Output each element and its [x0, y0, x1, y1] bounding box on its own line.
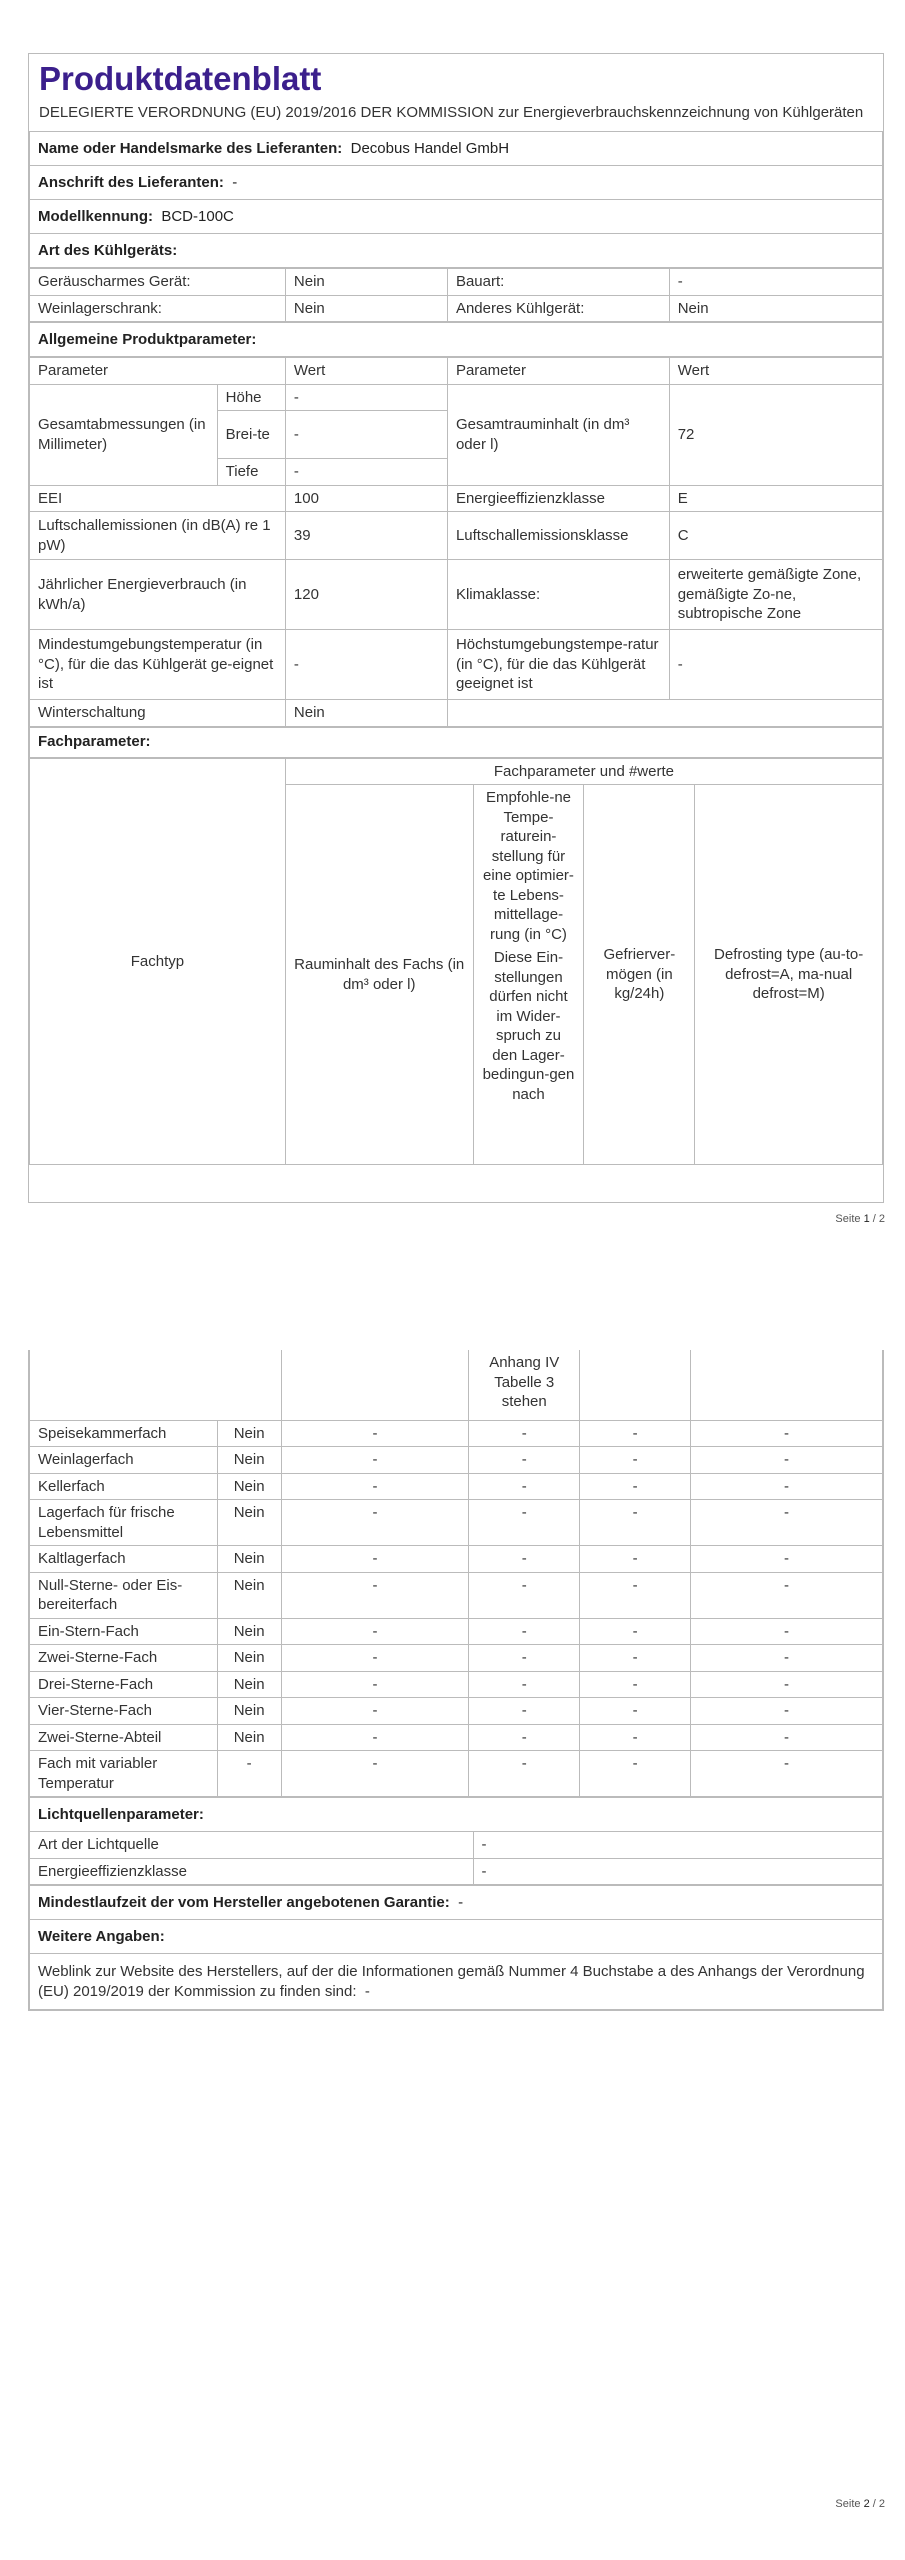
- compartment-row: [30, 1671, 883, 1698]
- page-prefix: Seite: [835, 2498, 861, 2510]
- light-row: [30, 1832, 883, 1859]
- page-prefix: Seite: [835, 1213, 861, 1225]
- parameter-value: 120: [285, 560, 447, 630]
- compartment-defrost: -: [691, 1724, 883, 1751]
- height-label: Höhe: [217, 384, 285, 411]
- compartment-name: Kaltlagerfach: [30, 1546, 218, 1573]
- compartment-row: [30, 1447, 883, 1474]
- product-sheet-continued: [28, 1350, 884, 2011]
- compartment-defrost: -: [691, 1572, 883, 1618]
- parameter-value: -: [285, 630, 447, 700]
- parameter-label: Energieeffizienzklasse: [447, 485, 669, 512]
- defrost-header: Defrosting type (au-to-defrost=A, ma-nual defrost=M): [695, 785, 883, 1165]
- compartment-header-table: [29, 758, 883, 1166]
- parameter-value: E: [669, 485, 882, 512]
- model-row: [30, 200, 883, 234]
- address-label: Anschrift des Lieferanten:: [38, 173, 224, 191]
- compartment-section-table: [29, 727, 883, 758]
- empty-cell: [691, 1350, 883, 1420]
- parameter-value: 39: [285, 512, 447, 560]
- compartment-name: Speisekammerfach: [30, 1420, 218, 1447]
- type-table: [29, 268, 883, 322]
- compartment-present: Nein: [217, 1671, 281, 1698]
- temperature-header-part3: Anhang IV Tabelle 3 stehen: [469, 1350, 580, 1420]
- product-sheet: [28, 53, 884, 1203]
- compartment-row: [30, 1618, 883, 1645]
- empty-cell: [281, 1350, 469, 1420]
- parameter-label: Luftschallemissionen (in dB(A) re 1 pW): [30, 512, 286, 560]
- empty-cell: [30, 1350, 282, 1420]
- compartment-present: Nein: [217, 1420, 281, 1447]
- model-value: BCD-100C: [161, 207, 234, 225]
- further-section-heading: Weitere Angaben:: [30, 1920, 883, 1954]
- compartment-defrost: -: [691, 1420, 883, 1447]
- compartment-freezing: -: [580, 1447, 691, 1474]
- compartment-name: Zwei-Sterne-Fach: [30, 1645, 218, 1672]
- light-label: Art der Lichtquelle: [30, 1832, 474, 1859]
- compartment-defrost: -: [691, 1618, 883, 1645]
- volume-label: Gesamtrauminhalt (in dm³ oder l): [447, 384, 669, 485]
- empty-cell: [580, 1350, 691, 1420]
- light-value: -: [473, 1858, 882, 1885]
- model-label: Modellkennung:: [38, 207, 153, 225]
- compartment-row: [30, 1572, 883, 1618]
- compartment-volume: -: [281, 1546, 469, 1573]
- compartment-present: Nein: [217, 1546, 281, 1573]
- type-value: -: [669, 269, 882, 296]
- type-value: Nein: [285, 295, 447, 322]
- page-current: 2: [863, 2498, 870, 2510]
- warranty-label: Mindestlaufzeit der vom Hersteller angebotenen Garantie:: [38, 1893, 450, 1911]
- compartment-temperature: -: [469, 1500, 580, 1546]
- light-label: Energieeffizienzklasse: [30, 1858, 474, 1885]
- compartment-volume: -: [281, 1751, 469, 1797]
- compartment-freezing: -: [580, 1420, 691, 1447]
- dimensions-label: Gesamtabmessungen (in Millimeter): [30, 384, 218, 485]
- compartment-name: Null-Sterne- oder Eis-bereiterfach: [30, 1572, 218, 1618]
- compartment-name: Weinlagerfach: [30, 1447, 218, 1474]
- general-section-heading: Allgemeine Produktparameter:: [30, 323, 883, 357]
- compartment-row: [30, 1698, 883, 1725]
- compartment-row: [30, 1645, 883, 1672]
- compartment-temperature: -: [469, 1645, 580, 1672]
- compartment-name: Kellerfach: [30, 1473, 218, 1500]
- volume-header: Rauminhalt des Fachs (in dm³ oder l): [285, 785, 473, 1165]
- page-current: 1: [863, 1213, 870, 1225]
- type-value: Nein: [669, 295, 882, 322]
- compartment-defrost: -: [691, 1500, 883, 1546]
- parameter-group-header: Fachparameter und #werte: [285, 758, 882, 785]
- freezing-header: Gefrierver-mögen (in kg/24h): [584, 785, 695, 1165]
- type-section-heading: Art des Kühlgeräts:: [30, 234, 883, 268]
- compartment-row: [30, 1724, 883, 1751]
- compartment-volume: -: [281, 1698, 469, 1725]
- type-label: Geräuscharmes Gerät:: [30, 269, 286, 296]
- compartment-section-heading: Fachparameter:: [30, 727, 883, 757]
- compartment-present: Nein: [217, 1645, 281, 1672]
- compartment-name: Ein-Stern-Fach: [30, 1618, 218, 1645]
- header-continuation-row: [30, 1350, 883, 1420]
- compartment-defrost: -: [691, 1671, 883, 1698]
- parameter-label: Luftschallemissionsklasse: [447, 512, 669, 560]
- compartment-row: [30, 1751, 883, 1797]
- weblink-value: -: [364, 1982, 370, 2000]
- compartment-present: Nein: [217, 1572, 281, 1618]
- compartment-freezing: -: [580, 1572, 691, 1618]
- page-number: [835, 1213, 885, 1225]
- parameter-value: -: [669, 630, 882, 700]
- compartment-present: Nein: [217, 1724, 281, 1751]
- temperature-header: [473, 785, 584, 1165]
- compartment-defrost: -: [691, 1447, 883, 1474]
- compartment-volume: -: [281, 1572, 469, 1618]
- winter-row: [30, 700, 883, 727]
- compartment-volume: -: [281, 1420, 469, 1447]
- compartment-volume: -: [281, 1447, 469, 1474]
- column-header: Parameter: [30, 358, 286, 385]
- compartment-freezing: -: [580, 1473, 691, 1500]
- compartment-freezing: -: [580, 1618, 691, 1645]
- compartment-volume: -: [281, 1473, 469, 1500]
- compartment-freezing: -: [580, 1645, 691, 1672]
- supplier-table: [29, 131, 883, 268]
- supplier-value: Decobus Handel GmbH: [350, 139, 510, 157]
- compartment-table: [29, 1350, 883, 1797]
- type-label: Anderes Kühlgerät:: [447, 295, 669, 322]
- compartment-row: [30, 1420, 883, 1447]
- compartment-temperature: -: [469, 1671, 580, 1698]
- type-value: Nein: [285, 269, 447, 296]
- compartment-present: Nein: [217, 1447, 281, 1474]
- compartment-row: [30, 1546, 883, 1573]
- page-separator: /: [872, 1213, 876, 1225]
- compartment-freezing: -: [580, 1724, 691, 1751]
- compartment-volume: -: [281, 1671, 469, 1698]
- compartment-temperature: -: [469, 1724, 580, 1751]
- type-row: [30, 295, 883, 322]
- address-row: [30, 166, 883, 200]
- page-number: [835, 2498, 885, 2510]
- depth-value: -: [285, 459, 447, 486]
- general-row: [30, 512, 883, 560]
- height-value: -: [285, 384, 447, 411]
- empty-cell: [447, 700, 882, 727]
- general-header-row: [30, 358, 883, 385]
- depth-label: Tiefe: [217, 459, 285, 486]
- winter-value: Nein: [285, 700, 447, 727]
- parameter-label: Höchstumgebungstempe-ratur (in °C), für die das Kühlgerät geeignet ist: [447, 630, 669, 700]
- width-label: Brei-te: [217, 411, 285, 459]
- light-row: [30, 1858, 883, 1885]
- compartment-temperature: -: [469, 1420, 580, 1447]
- further-table: [29, 1885, 883, 2010]
- general-row: [30, 485, 883, 512]
- compartment-present: Nein: [217, 1473, 281, 1500]
- compartment-temperature: -: [469, 1473, 580, 1500]
- volume-value: 72: [669, 384, 882, 485]
- compartment-freezing: -: [580, 1698, 691, 1725]
- page-2: [0, 1280, 905, 2560]
- page-total: 2: [878, 1213, 885, 1225]
- compartment-defrost: -: [691, 1751, 883, 1797]
- compartment-present: Nein: [217, 1618, 281, 1645]
- compartment-name: Lagerfach für frische Lebensmittel: [30, 1500, 218, 1546]
- parameter-label: Mindestumgebungstemperatur (in °C), für die das Kühlgerät ge-eignet ist: [30, 630, 286, 700]
- compartment-name: Zwei-Sterne-Abteil: [30, 1724, 218, 1751]
- winter-label: Winterschaltung: [30, 700, 286, 727]
- compartment-present: -: [217, 1751, 281, 1797]
- parameter-label: EEI: [30, 485, 286, 512]
- column-header: Parameter: [447, 358, 669, 385]
- temperature-header-part2: Diese Ein-stellungen dürfen nicht im Wider-spruch zu den Lager-bedingun-gen nach: [482, 949, 575, 1103]
- compartment-row: [30, 1500, 883, 1546]
- compartment-temperature: -: [469, 1546, 580, 1573]
- compartment-volume: -: [281, 1724, 469, 1751]
- parameter-value: C: [669, 512, 882, 560]
- warranty-row: [30, 1886, 883, 1920]
- type-row: [30, 269, 883, 296]
- light-value: -: [473, 1832, 882, 1859]
- width-value: -: [285, 411, 447, 459]
- page-title: Produktdatenblatt: [39, 60, 322, 97]
- compartment-present: Nein: [217, 1500, 281, 1546]
- compartment-volume: -: [281, 1645, 469, 1672]
- compartment-present: Nein: [217, 1698, 281, 1725]
- weblink-label: Weblink zur Website des Herstellers, auf der die Informationen gemäß Nummer 4 Buchstabe a des Anhangs der Verordnung (EU) 2019/2019 der Kommission zu finden sind:: [38, 1963, 865, 2000]
- column-header: Wert: [669, 358, 882, 385]
- compartment-defrost: -: [691, 1546, 883, 1573]
- compartment-freezing: -: [580, 1671, 691, 1698]
- light-table: [29, 1797, 883, 1885]
- compartment-name: Drei-Sterne-Fach: [30, 1671, 218, 1698]
- compartment-temperature: -: [469, 1698, 580, 1725]
- light-section-heading: Lichtquellenparameter:: [30, 1798, 883, 1832]
- page-separator: /: [872, 2498, 876, 2510]
- compartment-freezing: -: [580, 1751, 691, 1797]
- compartment-temperature: -: [469, 1618, 580, 1645]
- compartment-defrost: -: [691, 1698, 883, 1725]
- warranty-value: -: [458, 1893, 464, 1911]
- parameter-value: 100: [285, 485, 447, 512]
- compartment-temperature: -: [469, 1447, 580, 1474]
- weblink-row: [30, 1954, 883, 2010]
- compartment-defrost: -: [691, 1473, 883, 1500]
- compartment-row: [30, 1473, 883, 1500]
- compartment-name: Vier-Sterne-Fach: [30, 1698, 218, 1725]
- type-label: Weinlagerschrank:: [30, 295, 286, 322]
- parameter-label: Jährlicher Energieverbrauch (in kWh/a): [30, 560, 286, 630]
- general-row: [30, 630, 883, 700]
- type-label: Bauart:: [447, 269, 669, 296]
- address-value: -: [232, 173, 238, 191]
- general-row: [30, 560, 883, 630]
- page-total: 2: [878, 2498, 885, 2510]
- compartment-volume: -: [281, 1500, 469, 1546]
- regulation-subtitle: DELEGIERTE VERORDNUNG (EU) 2019/2016 DER KOMMISSION zur Energieverbrauchskennzeichnung von Kühlgeräten: [39, 104, 864, 121]
- compartment-temperature: -: [469, 1572, 580, 1618]
- column-header: Wert: [285, 358, 447, 385]
- compartment-freezing: -: [580, 1500, 691, 1546]
- supplier-row: [30, 132, 883, 166]
- page-1: [0, 0, 905, 1240]
- parameter-value: erweiterte gemäßigte Zone, gemäßigte Zo-ne, subtropische Zone: [669, 560, 882, 630]
- fachtyp-header: Fachtyp: [30, 758, 286, 1165]
- general-section-table: [29, 322, 883, 357]
- temperature-header-part1: Empfohle-ne Tempe-raturein-stellung für eine optimier-te Lebens-mittellage-rung (in °C): [483, 789, 574, 943]
- parameter-label: Klimaklasse:: [447, 560, 669, 630]
- compartment-freezing: -: [580, 1546, 691, 1573]
- compartment-defrost: -: [691, 1645, 883, 1672]
- compartment-name: Fach mit variabler Temperatur: [30, 1751, 218, 1797]
- general-parameters-table: [29, 357, 883, 727]
- compartment-temperature: -: [469, 1751, 580, 1797]
- compartment-volume: -: [281, 1618, 469, 1645]
- supplier-label: Name oder Handelsmarke des Lieferanten:: [38, 139, 343, 157]
